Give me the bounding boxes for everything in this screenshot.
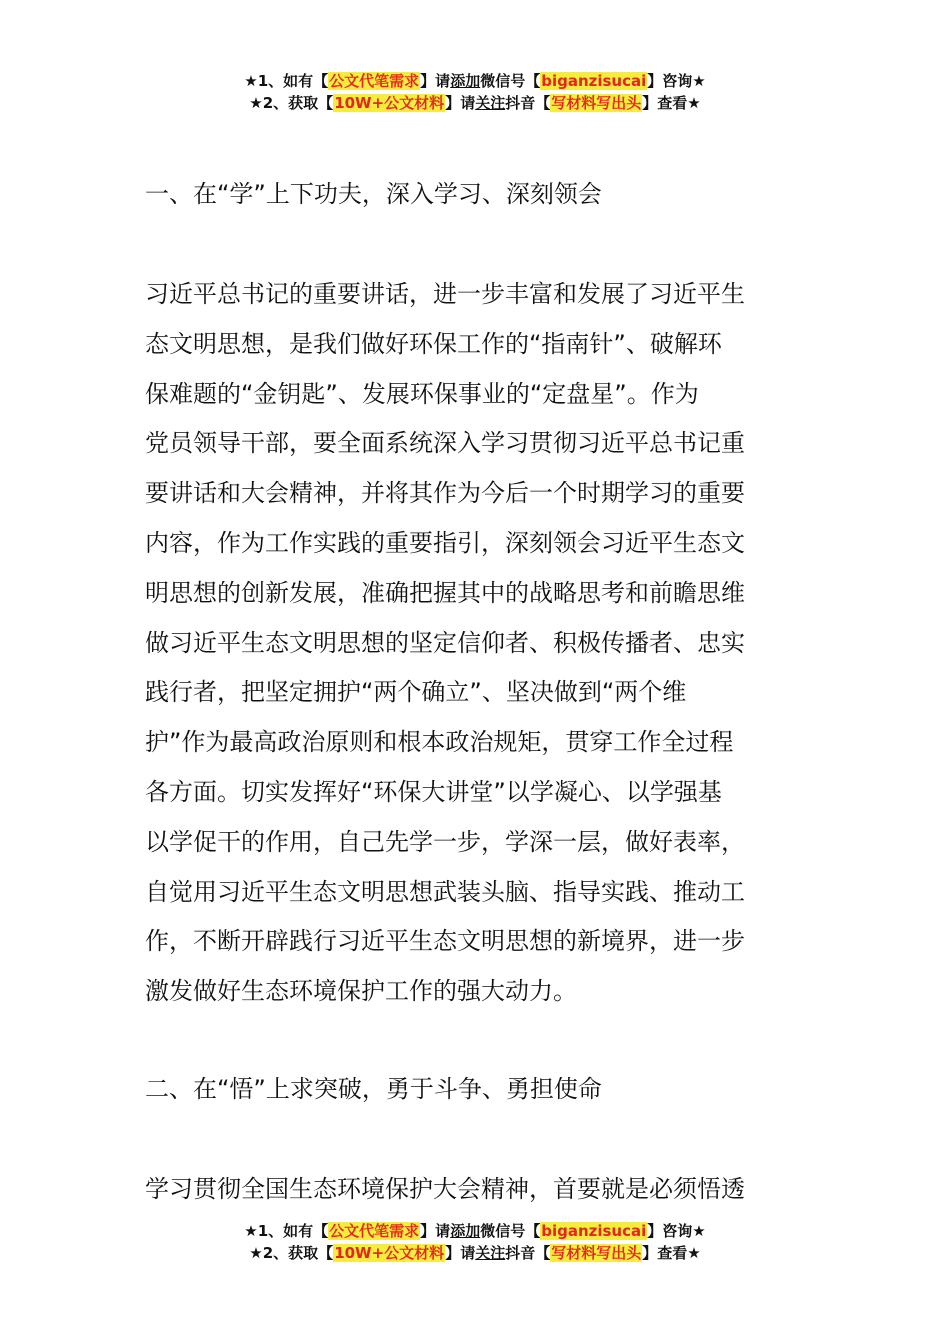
banner-text: ★1、如有【	[244, 72, 329, 90]
banner-underline: 关注	[475, 94, 506, 112]
banner-text: 】请	[445, 1244, 476, 1262]
bottom-banner	[0, 1220, 950, 1264]
paragraph-line: 态文明思想，是我们做好环保工作的“指南针”、破解环	[145, 329, 722, 358]
paragraph-line: 各方面。切实发挥好“环保大讲堂”以学凝心、以学强基	[145, 777, 722, 806]
banner-highlight: biganzisucai	[541, 72, 647, 90]
section-2-heading: 二、在“悟”上求突破，勇于斗争、勇担使命	[145, 1074, 602, 1103]
banner-line-1	[0, 1220, 950, 1242]
paragraph-line: 作，不断开辟践行习近平生态文明思想的新境界，进一步	[145, 927, 745, 956]
banner-line-2	[0, 92, 950, 114]
paragraph-line: 习近平总书记的重要讲话，进一步丰富和发展了习近平生	[145, 280, 745, 308]
section-1-paragraph	[145, 270, 810, 1017]
banner-highlight: 公文代笔需求	[329, 72, 420, 90]
paragraph-line: 要讲话和大会精神，并将其作为今后一个时期学习的重要	[145, 479, 745, 508]
banner-underline: 添加	[450, 1222, 481, 1240]
paragraph-line: 护”作为最高政治原则和根本政治规矩，贯穿工作全过程	[145, 728, 734, 757]
banner-line-1	[0, 70, 950, 92]
banner-highlight: 10W+公文材料	[334, 1244, 445, 1262]
banner-underline: 添加	[450, 72, 481, 90]
paragraph-line: 以学促干的作用，自己先学一步，学深一层，做好表率，	[145, 827, 745, 856]
paragraph-line: 保难题的“金钥匙”、发展环保事业的“定盘星”。作为	[145, 379, 699, 408]
paragraph-line: 内容，作为工作实践的重要指引，深刻领会习近平生态文	[145, 528, 745, 557]
paragraph-line: 践行者，把坚定拥护“两个确立”、坚决做到“两个维	[145, 678, 687, 707]
section-1-heading: 一、在“学”上下功夫，深入学习、深刻领会	[145, 180, 602, 208]
banner-underline: 关注	[475, 1244, 506, 1262]
banner-text: 抖音【	[505, 94, 551, 112]
banner-text: 】查看★	[642, 1244, 701, 1262]
banner-text: ★2、获取【	[249, 94, 334, 112]
banner-highlight: 10W+公文材料	[334, 94, 445, 112]
document-body	[145, 172, 810, 1215]
paragraph-line: 自觉用习近平生态文明思想武装头脑、指导实践、推动工	[145, 877, 745, 906]
banner-highlight: biganzisucai	[541, 1222, 647, 1240]
banner-text: 】请	[420, 72, 451, 90]
banner-highlight: 写材料写出头	[551, 94, 642, 112]
section-2-paragraph	[145, 1165, 810, 1215]
banner-text: 微信号【	[480, 72, 541, 90]
paragraph-line: 明思想的创新发展，准确把握其中的战略思考和前瞻思维	[145, 578, 745, 607]
top-banner	[0, 70, 950, 114]
banner-text: 】请	[445, 94, 476, 112]
banner-text: 】查看★	[642, 94, 701, 112]
banner-text: 】请	[420, 1222, 451, 1240]
banner-text: 微信号【	[480, 1222, 541, 1240]
banner-text: ★1、如有【	[244, 1222, 329, 1240]
paragraph-line: 党员领导干部，要全面系统深入学习贯彻习近平总书记重	[145, 429, 745, 458]
banner-highlight: 公文代笔需求	[329, 1222, 420, 1240]
paragraph-line: 做习近平生态文明思想的坚定信仰者、积极传播者、忠实	[145, 628, 745, 657]
banner-highlight: 写材料写出头	[551, 1244, 642, 1262]
paragraph-line: 激发做好生态环境保护工作的强大动力。	[145, 977, 577, 1006]
paragraph-line: 学习贯彻全国生态环境保护大会精神，首要就是必须悟透	[145, 1174, 745, 1203]
banner-line-2	[0, 1242, 950, 1264]
banner-text: 】咨询★	[647, 72, 706, 90]
banner-text: 】咨询★	[647, 1222, 706, 1240]
banner-text: 抖音【	[505, 1244, 551, 1262]
banner-text: ★2、获取【	[249, 1244, 334, 1262]
